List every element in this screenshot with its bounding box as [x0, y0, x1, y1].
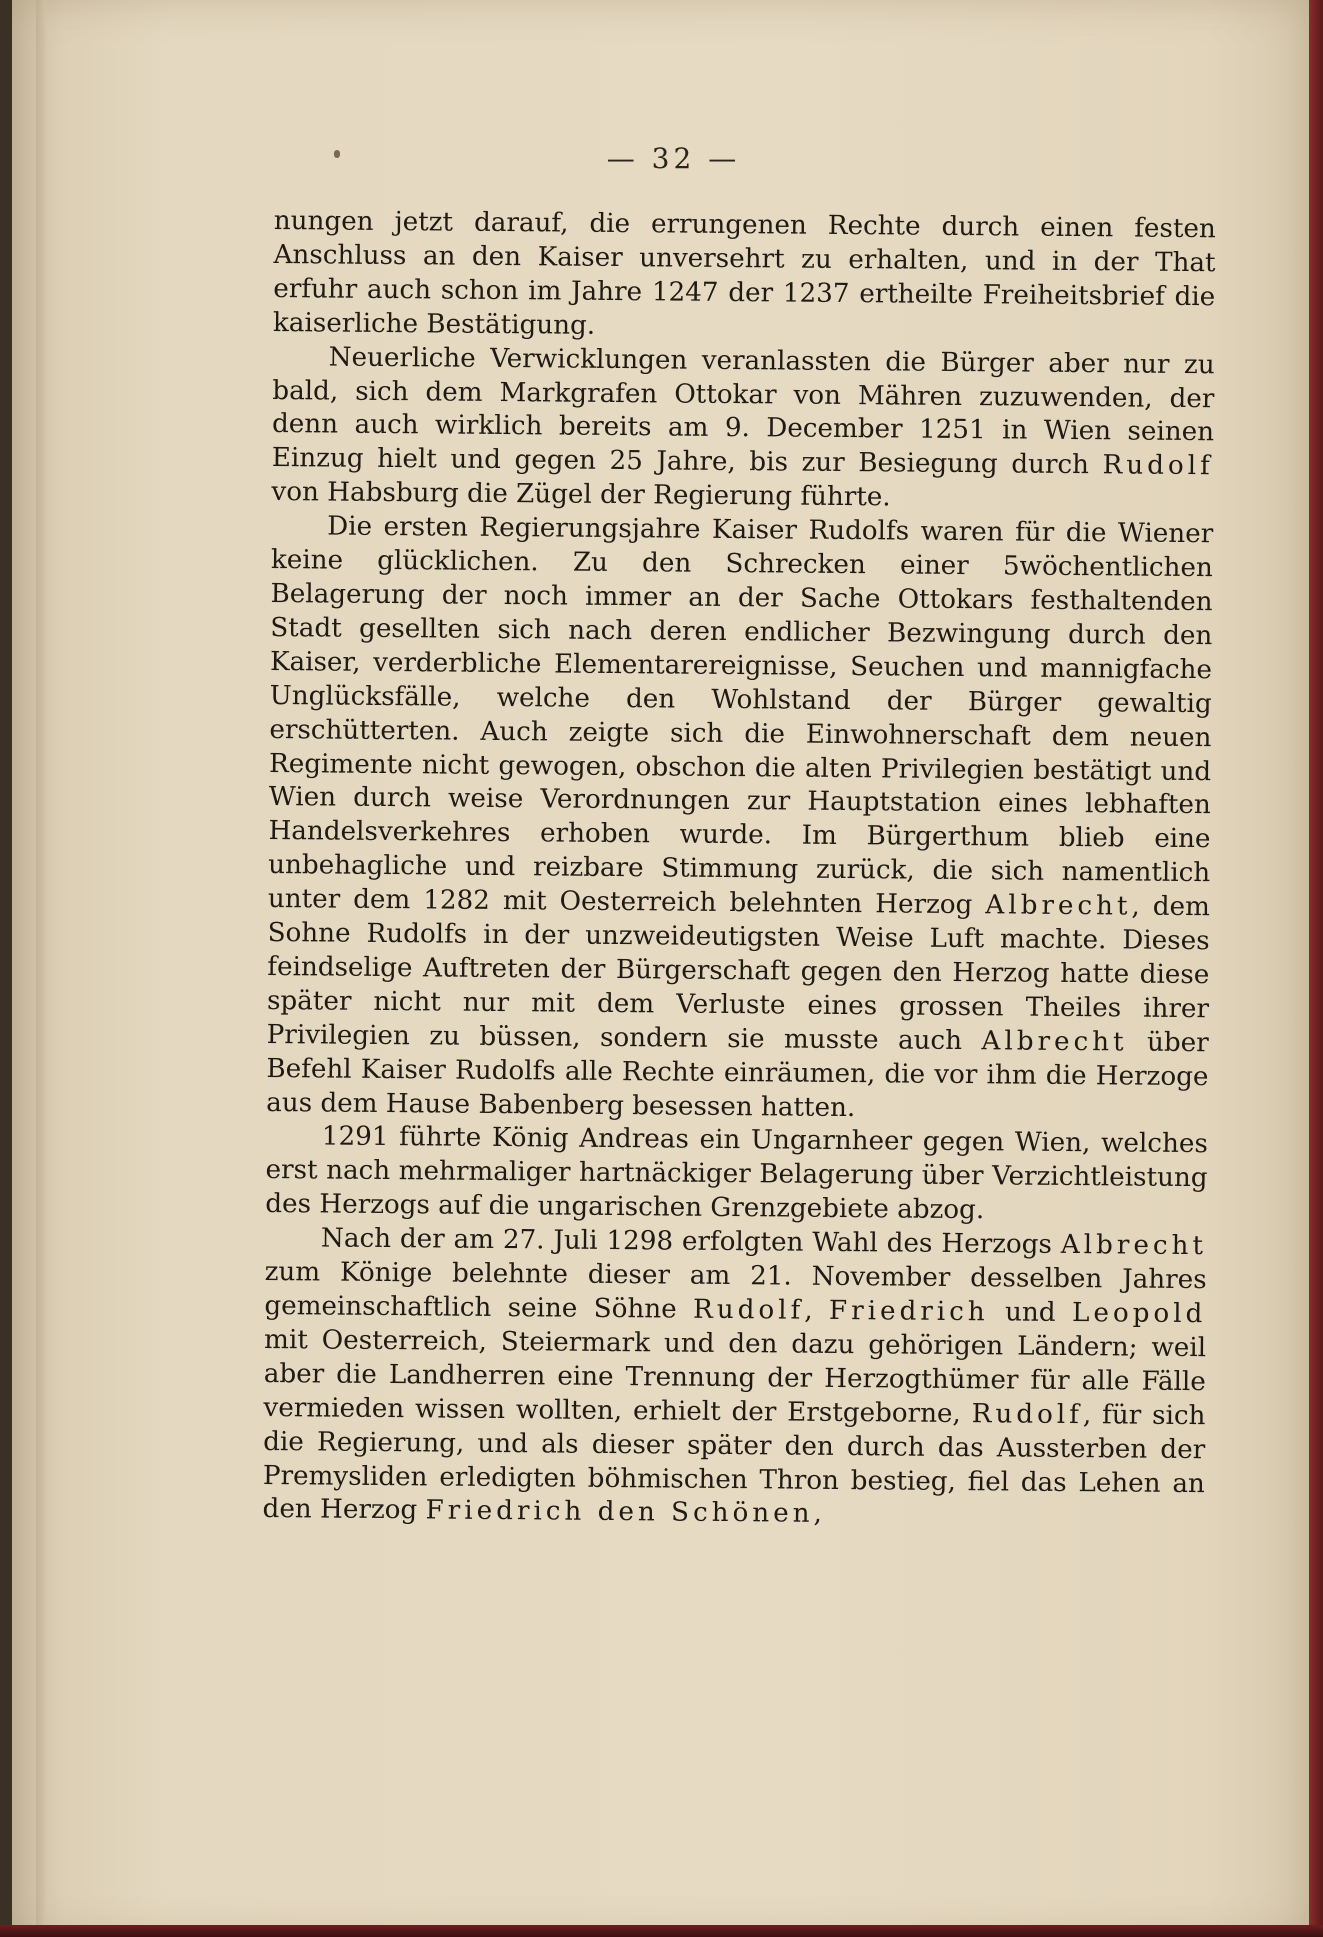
text-segment: nungen jetzt darauf, die errungenen Rechte durch einen festen Anschluss an den Kaiser unversehrt zu erhalten, und in der That erfuhr auch schon im Jahre 1247 der 1237 ertheilte Freiheitsbrief die kaiserliche Bestätigung.	[272, 205, 1216, 341]
spaced-name: Rudolf	[1102, 450, 1214, 482]
book-cover-edge-bottom	[0, 1925, 1323, 1937]
text-segment: zum Könige belehnte dieser am 21. November desselben Jahres gemeinschaftlich seine Söhne	[264, 1257, 1207, 1325]
text-segment: ,	[804, 1295, 830, 1326]
book-cover-edge-right	[1309, 0, 1323, 1937]
text-segment: Die ersten Regierungsjahre Kaiser Rudolfs waren für die Wiener keine glücklichen. Zu den Schrecken einer 5wöchentlichen Belagerung der noch immer an der Sache Ottokars festhaltenden Stadt gesellten sich nach deren endlicher Bezwingung durch den Kaiser, verderbliche Elementarereignisse, Seuchen und mannigfache Unglücksfälle, welche den Wohlstand der Bürger gewaltig erschütterten. Auch zeigte sich die Einwohnerschaft dem neuen Regimente nicht gewogen, obschon die alten Privilegien bestätigt und Wien durch weise Verordnungen zur Hauptstation eines lebhaften Handelsverkehres erhoben wurde. Im Bürgerthum blieb eine unbehagliche und reizbare Stimmung zurück, die sich namentlich unter dem 1282 mit Oesterreich belehnten Herzog	[267, 511, 1214, 921]
spaced-name: Friedrich den Schönen	[425, 1495, 814, 1530]
text-segment: ,	[813, 1499, 823, 1530]
text-segment: mit Oesterreich, Steiermark und den dazu gehörigen Ländern; weil aber die Landherren eine Trennung der Herzogthümer für alle Fälle vermieden wissen wollten, erhielt der Erstgeborne,	[263, 1324, 1207, 1429]
page-gutter	[36, 0, 46, 1937]
text-segment: von Habsburg die Zügel der Regierung führte.	[271, 477, 891, 513]
text-segment: Neuerliche Verwicklungen veranlassten die Bürger aber nur zu bald, sich dem Markgrafen Ottokar von Mähren zuzuwenden, der denn auch wirklich bereits am 9. December 1251 in Wien seinen Einzug hielt und gegen 25 Jahre, bis zur Besiegung durch	[271, 342, 1215, 481]
paragraph-4	[265, 1120, 1208, 1230]
page-number: — 32 —	[606, 142, 741, 175]
spaced-name: Leopold	[1071, 1298, 1207, 1330]
paragraph-1	[273, 205, 1216, 349]
text-segment: Nach der am 27. Juli 1298 erfolgten Wahl des Herzogs	[320, 1223, 1061, 1261]
spaced-name: Albrecht	[981, 1025, 1128, 1058]
text-segment: , für sich die Regierung, und als dieser später den durch das Aussterben der Premysliden erledigten böhmischen Thron bestieg, fiel das Lehen an den Herzog	[262, 1399, 1206, 1526]
spaced-name: Albrecht	[985, 890, 1132, 922]
spaced-name: Rudolf	[692, 1294, 805, 1326]
spaced-name: Rudolf	[971, 1398, 1084, 1430]
book-page	[12, 0, 1310, 1937]
text-segment: 1291 führte König Andreas ein Ungarnheer gegen Wien, welches erst nach mehrmaliger hartnäckiger Belagerung über Verzichtleistung des Herzogs auf die ungarischen Grenzgebiete abzog.	[265, 1121, 1208, 1226]
text-segment: und	[988, 1297, 1073, 1329]
paragraph-5	[262, 1222, 1207, 1535]
paragraph-3	[266, 510, 1213, 1129]
spaced-name: Albrecht	[1060, 1230, 1208, 1262]
text-segment: über Befehl Kaiser Rudolfs alle Rechte einräumen, die vor ihm die Herzoge aus dem Hause Babenberg besessen hatten.	[266, 1027, 1209, 1123]
spaced-name: Friedrich	[828, 1295, 989, 1328]
paragraph-2	[271, 341, 1214, 519]
body-text	[262, 205, 1216, 1536]
text-segment: , dem Sohne Rudolfs in der unzweideutigsten Weise Luft machte. Dieses feindselige Auftreten der Bürgerschaft gegen den Herzog hatte diese später nicht nur mit dem Verluste eines grossen Theiles ihrer Privilegien zu büssen, sondern sie musste auch	[266, 891, 1211, 1056]
